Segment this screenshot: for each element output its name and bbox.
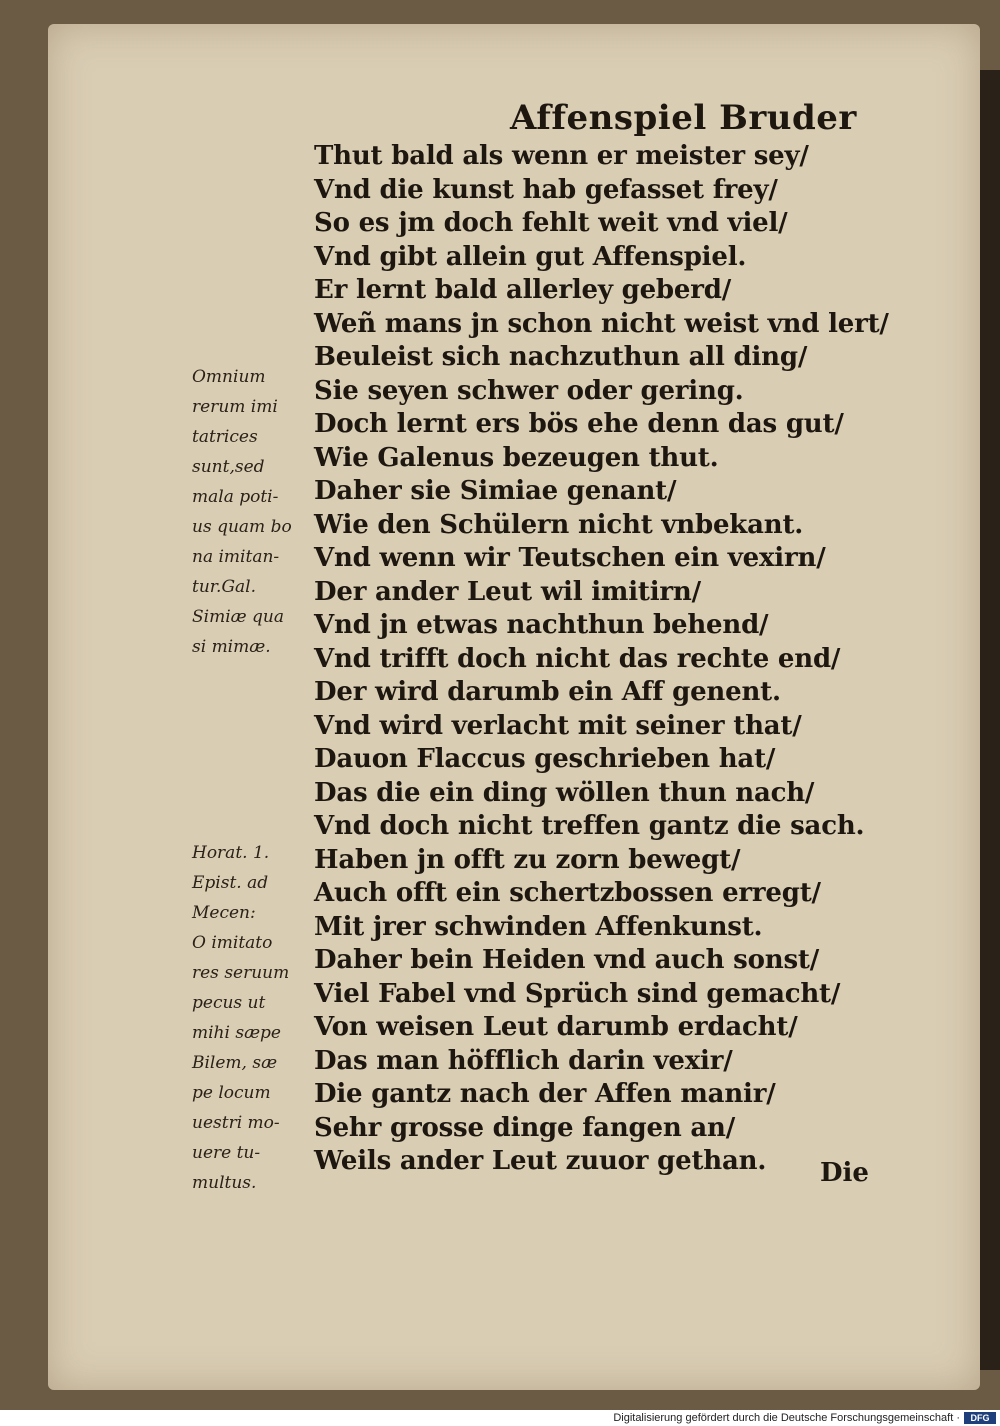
verse-line: Das die ein ding wöllen thun nach/: [314, 777, 815, 808]
marginal-note-line: si mimæ.: [192, 637, 271, 657]
verse-line: Vnd wird verlacht mit seiner that/: [314, 710, 802, 741]
marginal-note-line: multus.: [192, 1173, 257, 1193]
verse-line: Viel Fabel vnd Sprüch sind gemacht/: [314, 978, 841, 1009]
marginal-note-line: uestri mo-: [192, 1113, 280, 1133]
marginal-note-line: Horat. 1.: [192, 843, 270, 863]
running-head: Affenspiel Bruder: [510, 98, 857, 138]
marginal-note-line: tatrices: [192, 427, 258, 447]
marginal-note-line: pecus ut: [192, 993, 266, 1013]
verse-line: Thut bald als wenn er meister sey/: [314, 141, 809, 171]
verse-line: Mit jrer schwinden Affenkunst.: [314, 911, 763, 942]
verse-line: Von weisen Leut darumb erdacht/: [314, 1012, 798, 1042]
verse-line: Vnd jn etwas nachthun behend/: [314, 610, 769, 640]
verse-line: Haben jn offt zu zorn bewegt/: [314, 844, 741, 875]
verse-line: Vnd gibt allein gut Affenspiel.: [314, 241, 747, 272]
verse-line: Wie den Schülern nicht vnbekant.: [314, 509, 804, 540]
marginal-note-galen: [192, 362, 292, 662]
marginal-note-line: Bilem, sæ: [192, 1053, 278, 1073]
verse-line: So es jm doch fehlt weit vnd viel/: [314, 208, 788, 238]
verse-line: Sie seyen schwer oder gering.: [314, 375, 744, 406]
marginal-note-line: Mecen:: [192, 903, 256, 923]
marginal-note-line: tur.Gal.: [192, 577, 256, 597]
marginal-note-line: uere tu-: [192, 1143, 261, 1163]
marginal-note-line: rerum imi: [192, 397, 278, 417]
verse-line: Dauon Flaccus geschrieben hat/: [314, 744, 776, 774]
catchword: Die: [820, 1158, 869, 1188]
marginal-note-line: us quam bo: [192, 517, 292, 537]
verse-line: Weñ mans jn schon nicht weist vnd lert/: [314, 308, 889, 339]
verse-line: Sehr grosse dinge fangen an/: [314, 1112, 736, 1143]
marginal-note-line: mihi sæpe: [192, 1023, 281, 1043]
verse-line: Auch offt ein schertzbossen erregt/: [314, 878, 821, 908]
verse-line: Der ander Leut wil imitirn/: [314, 576, 701, 607]
verse-line: Wie Galenus bezeugen thut.: [314, 442, 719, 473]
marginal-note-line: na imitan-: [192, 547, 280, 567]
verse-line: Die gantz nach der Affen manir/: [314, 1079, 776, 1109]
marginal-note-line: Omnium: [192, 367, 266, 387]
verse-line: Daher sie Simiae genant/: [314, 476, 677, 506]
verse-line: Er lernt bald allerley geberd/: [314, 275, 732, 305]
verse-line: Beuleist sich nachzuthun all ding/: [314, 342, 808, 372]
marginal-note-line: pe locum: [192, 1083, 271, 1103]
verse-line: Vnd doch nicht treffen gantz die sach.: [314, 811, 865, 841]
funding-credit: Digitalisierung gefördert durch die Deutsche Forschungsgemeinschaft ·: [613, 1412, 960, 1424]
book-edge: [980, 70, 1000, 1370]
verse-line: Das man höfflich darin vexir/: [314, 1045, 733, 1076]
verse-line: Vnd wenn wir Teutschen ein vexirn/: [314, 543, 826, 573]
marginal-note-line: res seruum: [192, 963, 290, 983]
verse-text: [314, 140, 889, 1179]
verse-line: Daher bein Heiden vnd auch sonst/: [314, 945, 820, 975]
marginal-note-line: mala poti-: [192, 487, 279, 507]
marginal-note-line: sunt,sed: [192, 457, 265, 477]
verse-line: Vnd trifft doch nicht das rechte end/: [314, 643, 841, 674]
verse-line: Doch lernt ers bös ehe denn das gut/: [314, 409, 844, 439]
marginal-note-horace: [192, 838, 289, 1198]
dfg-logo: DFG: [964, 1412, 996, 1424]
footer-bar: [0, 1410, 1000, 1426]
marginal-note-line: O imitato: [192, 933, 273, 953]
marginal-note-line: Simiæ qua: [192, 607, 284, 627]
verse-line: Der wird darumb ein Aff genent.: [314, 677, 781, 707]
verse-line: Vnd die kunst hab gefasset frey/: [314, 174, 778, 205]
verse-line: Weils ander Leut zuuor gethan.: [314, 1146, 767, 1176]
marginal-note-line: Epist. ad: [192, 873, 269, 893]
